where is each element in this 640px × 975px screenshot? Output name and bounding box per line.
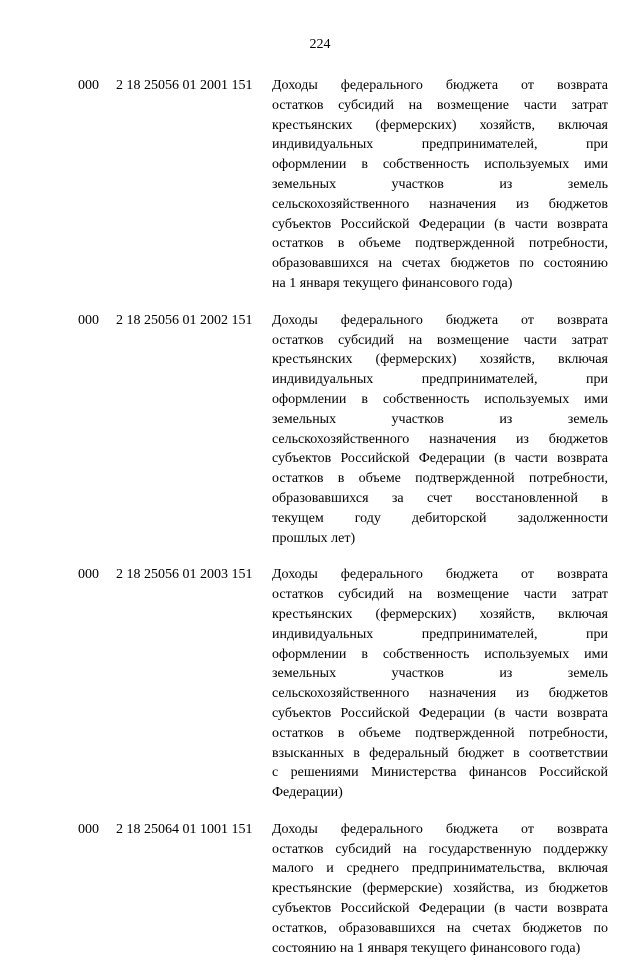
description-line: крестьянских (фермерских) хозяйств, включая — [272, 352, 608, 368]
description-line: Доходы федерального бюджета от возврата — [272, 78, 608, 93]
table-row — [0, 76, 640, 294]
description-line: оформлении в собственность используемых ими — [272, 157, 608, 173]
budget-code-table — [0, 76, 640, 975]
income-description — [272, 76, 608, 294]
description-line: образовавшихся за счет восстановленной в — [272, 490, 608, 506]
description-line: образовавшихся на счетах бюджетов по состоянию — [272, 256, 608, 272]
description-line: состоянию на 1 января текущего финансового года) — [272, 940, 581, 956]
description-line: Доходы федерального бюджета от возврата — [272, 821, 608, 837]
description-line: крестьянских (фермерских) хозяйств, включая — [272, 606, 608, 622]
admin-code: 000 — [78, 821, 99, 837]
admin-code: 000 — [78, 312, 99, 328]
description-line: Доходы федерального бюджета от возврата — [272, 312, 608, 328]
table-row — [0, 565, 640, 803]
description-line: земельных участков из земель — [272, 176, 608, 192]
description-line: сельскохозяйственного назначения из бюджетов — [272, 686, 608, 702]
page-number: 224 — [309, 37, 331, 52]
description-line: сельскохозяйственного назначения из бюджетов — [272, 431, 608, 447]
description-line: остатков, образовавшихся на счетах бюджетов по — [272, 920, 608, 936]
income-description — [272, 565, 608, 803]
description-line: субъектов Российской Федерации (в части возврата — [272, 451, 608, 467]
admin-code: 000 — [78, 567, 99, 583]
description-line: оформлении в собственность используемых ими — [272, 391, 608, 407]
description-line: остатков субсидий на возмещение части затрат — [272, 332, 608, 348]
description-line: остатков в объеме подтвержденной потребности, — [272, 725, 608, 741]
admin-code: 000 — [78, 78, 99, 93]
income-description — [272, 820, 608, 959]
description-line: на 1 января текущего финансового года) — [272, 275, 513, 291]
description-line: малого и среднего предпринимательства, включая — [272, 861, 608, 877]
description-line: крестьянские (фермерские) хозяйства, из бюджетов — [272, 881, 608, 897]
description-line: Федерации) — [272, 785, 343, 801]
table-row — [0, 820, 640, 959]
description-line: остатков субсидий на возмещение части затрат — [272, 97, 608, 113]
description-line: остатков в объеме подтвержденной потребности, — [272, 471, 608, 487]
description-line: индивидуальных предпринимателей, при — [272, 626, 608, 642]
description-line: крестьянских (фермерских) хозяйств, включая — [272, 117, 608, 133]
description-line: Доходы федерального бюджета от возврата — [272, 567, 608, 583]
budget-classification-code: 2 18 25056 01 2002 151 — [116, 312, 253, 328]
description-line: остатков в объеме подтвержденной потребности, — [272, 236, 608, 252]
description-line: индивидуальных предпринимателей, при — [272, 372, 608, 388]
description-line: земельных участков из земель — [272, 666, 608, 682]
budget-classification-code: 2 18 25064 01 1001 151 — [116, 821, 253, 837]
description-line: индивидуальных предпринимателей, при — [272, 137, 608, 153]
income-description — [272, 311, 608, 549]
description-line: оформлении в собственность используемых ими — [272, 646, 608, 662]
description-line: субъектов Российской Федерации (в части возврата — [272, 705, 608, 721]
description-line: текущем году дебиторской задолженности — [272, 510, 608, 526]
description-line: прошлых лет) — [272, 530, 356, 546]
budget-classification-code: 2 18 25056 01 2001 151 — [116, 78, 253, 93]
description-line: взысканных в федеральный бюджет в соответствии — [272, 745, 608, 761]
description-line: с решениями Министерства финансов Российской — [272, 765, 608, 781]
description-line: субъектов Российской Федерации (в части возврата — [272, 216, 608, 232]
table-row — [0, 311, 640, 549]
description-line: остатков субсидий на государственную поддержку — [272, 841, 608, 857]
description-line: земельных участков из земель — [272, 411, 608, 427]
budget-classification-code: 2 18 25056 01 2003 151 — [116, 567, 253, 583]
description-line: субъектов Российской Федерации (в части возврата — [272, 901, 608, 917]
description-line: сельскохозяйственного назначения из бюджетов — [272, 196, 608, 212]
description-line: остатков субсидий на возмещение части затрат — [272, 587, 608, 603]
